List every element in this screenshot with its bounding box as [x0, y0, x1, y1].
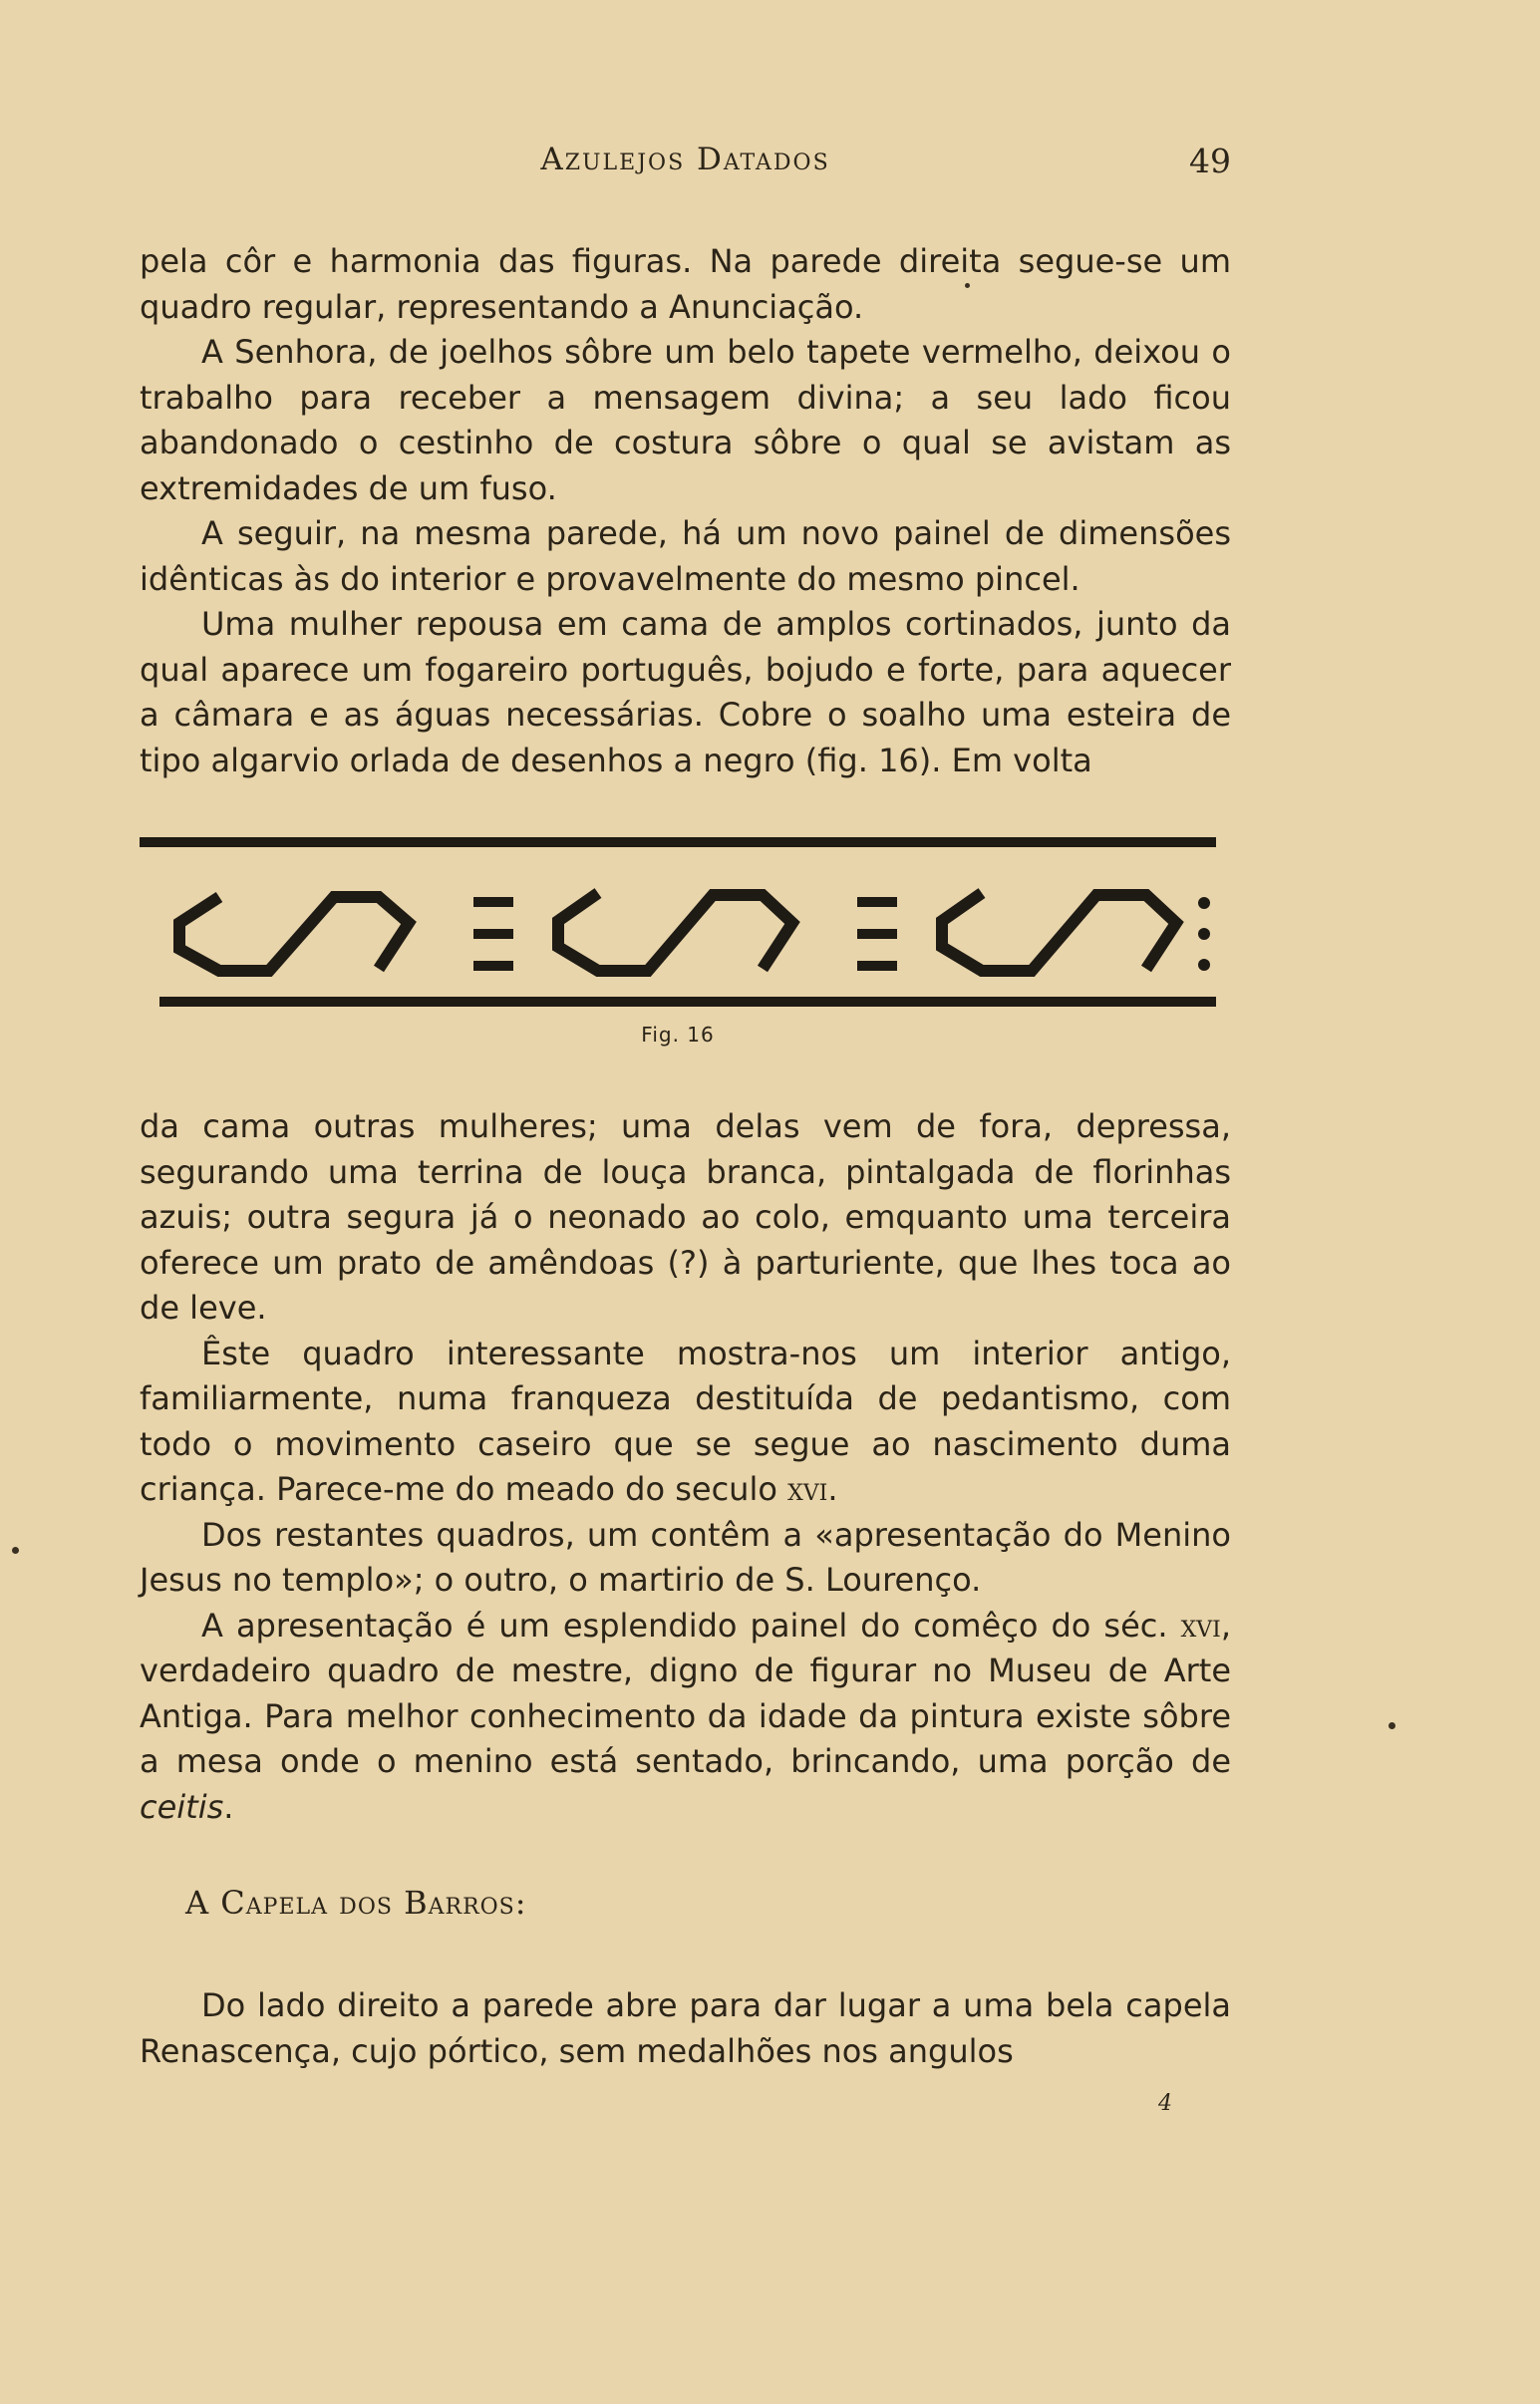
paragraph: Dos restantes quadros, um contêm a «apresentação do Menino Jesus no templo»; o outro, o martirio de S. Lourenço. — [140, 1515, 1231, 1599]
mat-border-pattern-illustration — [140, 837, 1216, 1017]
signature-mark: 4 — [1158, 2091, 1172, 2116]
paragraph-text: A apresentação é um esplendido painel do comêço do séc. — [201, 1606, 1168, 1645]
paragraph: da cama outras mulheres; uma delas vem de fora, depressa, segurando uma terrina de louça branca, pintalgada de florinhas azuis; outra segura já o neonado ao colo, emquanto uma terceira oferece um prato de amêndoas (?) à parturiente, que lhes toca ao de leve. — [140, 1107, 1231, 1327]
running-head — [140, 142, 1231, 191]
paragraph: pela côr e harmonia das figuras. Na parede direita segue-se um quadro regular, representando a Anunciação. — [140, 242, 1231, 326]
paragraph — [140, 1604, 1231, 1831]
italic-term: ceitis — [140, 1787, 224, 1826]
paper-speck — [965, 283, 970, 288]
running-title: Azulejos Datados — [540, 142, 830, 177]
section-heading: A Capela dos Barros: — [185, 1884, 527, 1922]
s-wave-motif — [942, 893, 1176, 971]
century-numeral: xvi — [787, 1470, 828, 1508]
s-wave-motif — [558, 893, 792, 971]
paragraph-punctuation: . — [223, 1787, 234, 1826]
century-numeral: xvi — [1180, 1606, 1221, 1645]
paragraph-text: Êste quadro interessante mostra-nos um interior antigo, familiarmente, numa franqueza destituída de pedantismo, com todo o movimento caseiro que se segue ao nascimento duma criança. Parece-me do meado do seculo — [140, 1334, 1231, 1508]
paper-speck — [12, 1547, 19, 1554]
pattern-top-band — [140, 837, 1216, 847]
pattern-bottom-band — [159, 997, 1216, 1007]
figure-16 — [140, 837, 1216, 1047]
s-wave-motif — [179, 897, 409, 971]
paragraph-punctuation: . — [827, 1470, 838, 1508]
paragraph: Do lado direito a parede abre para dar lugar a uma bela capela Renascença, cujo pórtico, sem medalhões nos angulos — [140, 1986, 1231, 2070]
text-block-top — [140, 239, 1231, 783]
paragraph: Uma mulher repousa em cama de amplos cortinados, junto da qual aparece um fogareiro português, bojudo e forte, para aquecer a câmara e as águas necessárias. Cobre o soalho uma esteira de tipo algarvio orlada de desenhos a negro (fig. 16). Em volta — [140, 605, 1231, 779]
text-block-bottom — [140, 1983, 1231, 2074]
figure-caption: Fig. 16 — [641, 1023, 715, 1047]
paragraph: A seguir, na mesma parede, há um novo painel de dimensões idênticas às do interior e provavelmente do mesmo pincel. — [140, 514, 1231, 598]
paragraph: A Senhora, de joelhos sôbre um belo tapete vermelho, deixou o trabalho para receber a mensagem divina; a seu lado ficou abandonado o cestinho de costura sôbre o qual se avistam as extremidades de um fuso. — [140, 333, 1231, 507]
text-block-middle — [140, 1104, 1231, 1830]
page-number: 49 — [1189, 142, 1231, 180]
paragraph — [140, 1332, 1231, 1513]
s-wave-motifs — [179, 893, 1176, 971]
paragraph-text: , verdadeiro quadro de mestre, digno de figurar no Museu de Arte Antiga. Para melhor conhecimento da idade da pintura existe sôbre a mesa onde o menino está sentado, brincando, uma porção de — [140, 1606, 1232, 1780]
paper-speck — [1388, 1722, 1395, 1729]
